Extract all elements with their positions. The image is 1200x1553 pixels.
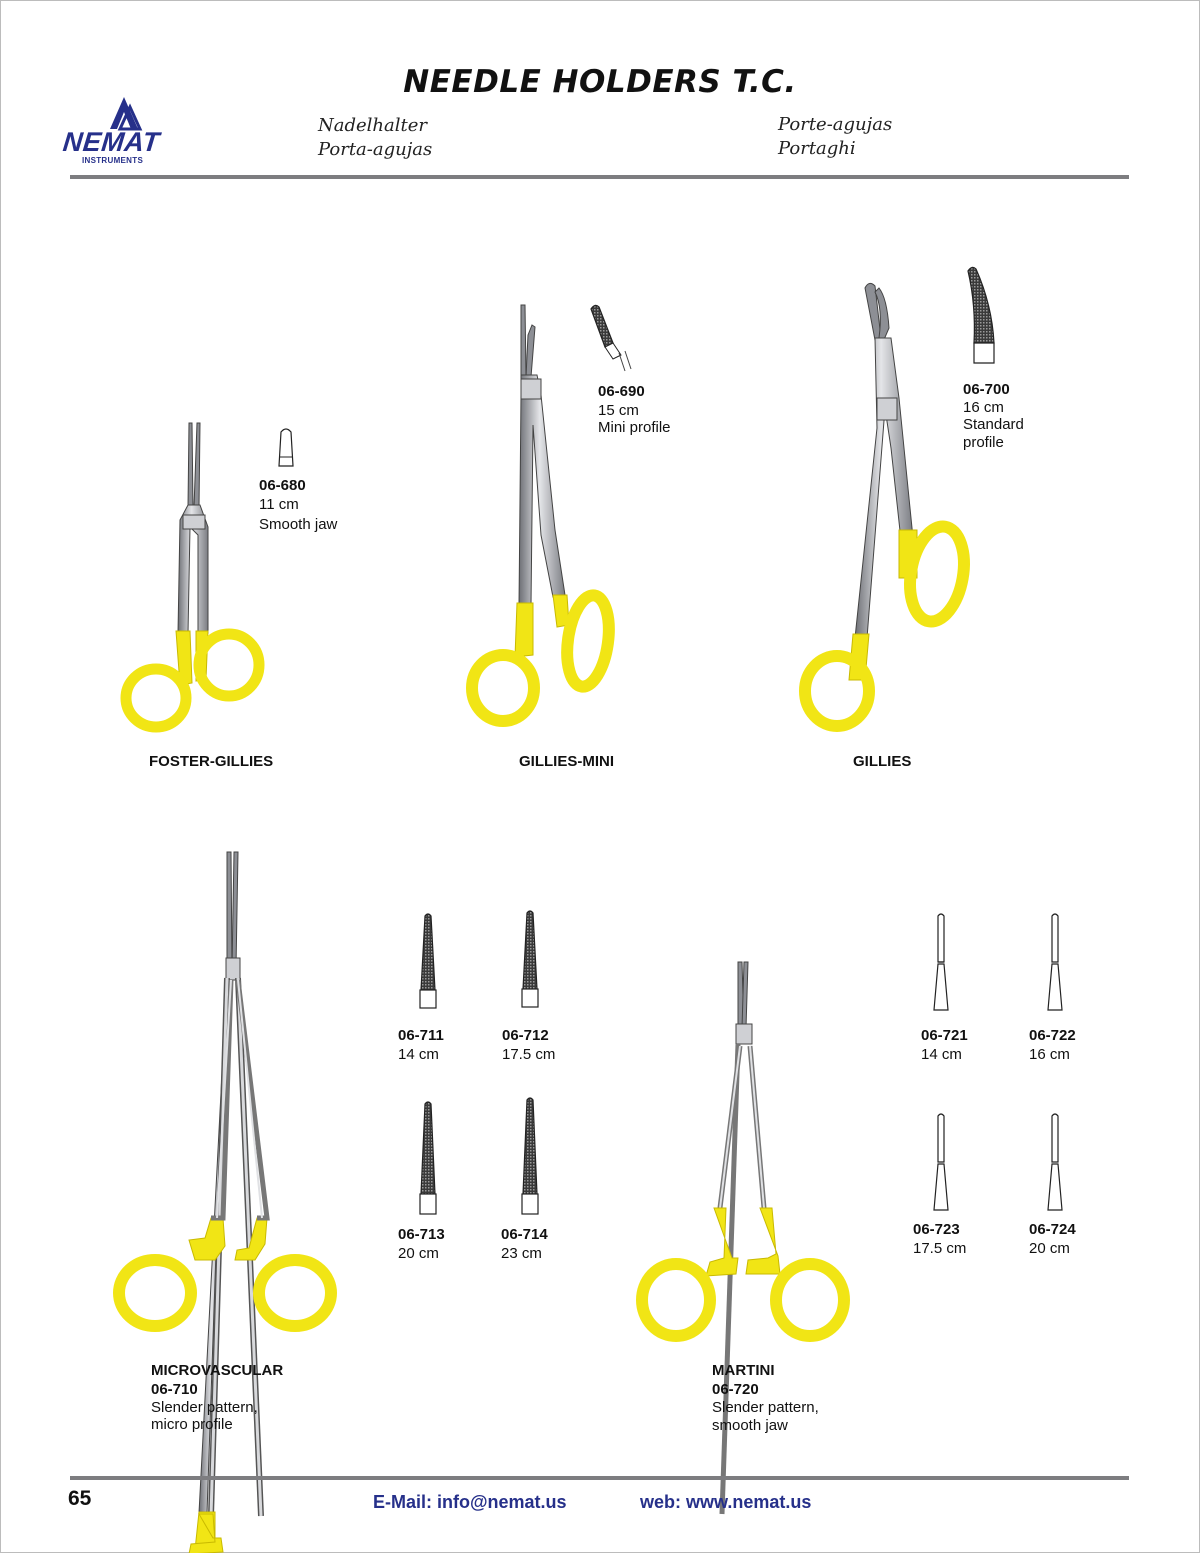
product-size-06-700: 16 cm xyxy=(963,399,1004,416)
martini-instrument-icon xyxy=(638,958,848,1360)
instrument-name-gillies-mini: GILLIES-MINI xyxy=(519,753,614,770)
tip-06-723-icon xyxy=(930,1112,952,1214)
tip-06-724-icon xyxy=(1044,1112,1066,1214)
product-size-06-722: 16 cm xyxy=(1029,1046,1070,1063)
tip-06-690-icon xyxy=(585,303,635,377)
tip-06-700-icon xyxy=(962,265,1002,369)
product-desc1-06-710: Slender pattern, xyxy=(151,1399,258,1416)
logo-subtitle: INSTRUMENTS xyxy=(82,156,144,165)
product-desc1-06-720: Slender pattern, xyxy=(712,1399,819,1416)
product-desc2-06-720: smooth jaw xyxy=(712,1417,788,1434)
footer-rule xyxy=(70,1476,1129,1480)
footer-email-link[interactable]: E-Mail: info@nemat.us xyxy=(373,1492,567,1512)
product-size-06-711: 14 cm xyxy=(398,1046,439,1063)
logo-wordmark: NEMAT xyxy=(61,127,162,157)
product-code-06-680: 06-680 xyxy=(259,477,306,494)
product-size-06-721: 14 cm xyxy=(921,1046,962,1063)
product-size-06-724: 20 cm xyxy=(1029,1240,1070,1257)
gillies-instrument-icon xyxy=(795,278,980,738)
foster-gillies-instrument-icon xyxy=(110,415,270,735)
product-code-06-714: 06-714 xyxy=(501,1226,548,1243)
product-code-06-722: 06-722 xyxy=(1029,1027,1076,1044)
instrument-name-foster-gillies: FOSTER-GILLIES xyxy=(149,753,274,770)
translation-pt: Porta-agujas xyxy=(318,139,433,160)
footer-web-link[interactable]: web: www.nemat.us xyxy=(640,1492,812,1512)
tip-06-711-icon xyxy=(416,912,440,1012)
instrument-name-microvascular: MICROVASCULAR xyxy=(151,1362,284,1379)
instrument-name-gillies: GILLIES xyxy=(853,753,912,770)
product-code-06-723: 06-723 xyxy=(913,1221,960,1238)
nemat-logo xyxy=(62,93,190,173)
product-code-06-720: 06-720 xyxy=(712,1381,759,1398)
tip-06-680-icon xyxy=(276,426,296,470)
product-desc2-06-700: profile xyxy=(963,434,1004,451)
product-size-06-714: 23 cm xyxy=(501,1245,542,1262)
tip-06-713-icon xyxy=(416,1100,440,1220)
tip-06-721-icon xyxy=(930,912,952,1014)
product-code-06-700: 06-700 xyxy=(963,381,1010,398)
translation-it: Portaghi xyxy=(778,138,856,159)
product-size-06-712: 17.5 cm xyxy=(502,1046,556,1063)
product-code-06-721: 06-721 xyxy=(921,1027,968,1044)
product-desc-06-700: Standard xyxy=(963,416,1024,433)
tip-06-712-icon xyxy=(518,909,542,1012)
translation-es: Porte-agujas xyxy=(778,114,893,135)
product-code-06-710: 06-710 xyxy=(151,1381,198,1398)
product-code-06-724: 06-724 xyxy=(1029,1221,1076,1238)
product-size-06-690: 15 cm xyxy=(598,402,639,419)
instrument-name-martini: MARTINI xyxy=(712,1362,775,1379)
translation-de: Nadelhalter xyxy=(318,115,427,136)
tip-06-722-icon xyxy=(1044,912,1066,1014)
product-size-06-723: 17.5 cm xyxy=(913,1240,967,1257)
product-code-06-713: 06-713 xyxy=(398,1226,445,1243)
product-size-06-713: 20 cm xyxy=(398,1245,439,1262)
product-code-06-690: 06-690 xyxy=(598,383,645,400)
product-code-06-711: 06-711 xyxy=(398,1027,444,1044)
product-desc-06-680: Smooth jaw xyxy=(259,516,338,533)
microvascular-instrument-icon xyxy=(115,848,335,1366)
product-size-06-680: 11 cm xyxy=(259,496,299,513)
page-number: 65 xyxy=(68,1487,92,1510)
header-rule xyxy=(70,175,1129,179)
product-code-06-712: 06-712 xyxy=(502,1027,549,1044)
product-desc-06-690: Mini profile xyxy=(598,419,671,436)
tip-06-714-icon xyxy=(518,1096,542,1220)
page-title: NEEDLE HOLDERS T.C. xyxy=(403,64,797,100)
product-desc2-06-710: micro profile xyxy=(151,1416,233,1433)
